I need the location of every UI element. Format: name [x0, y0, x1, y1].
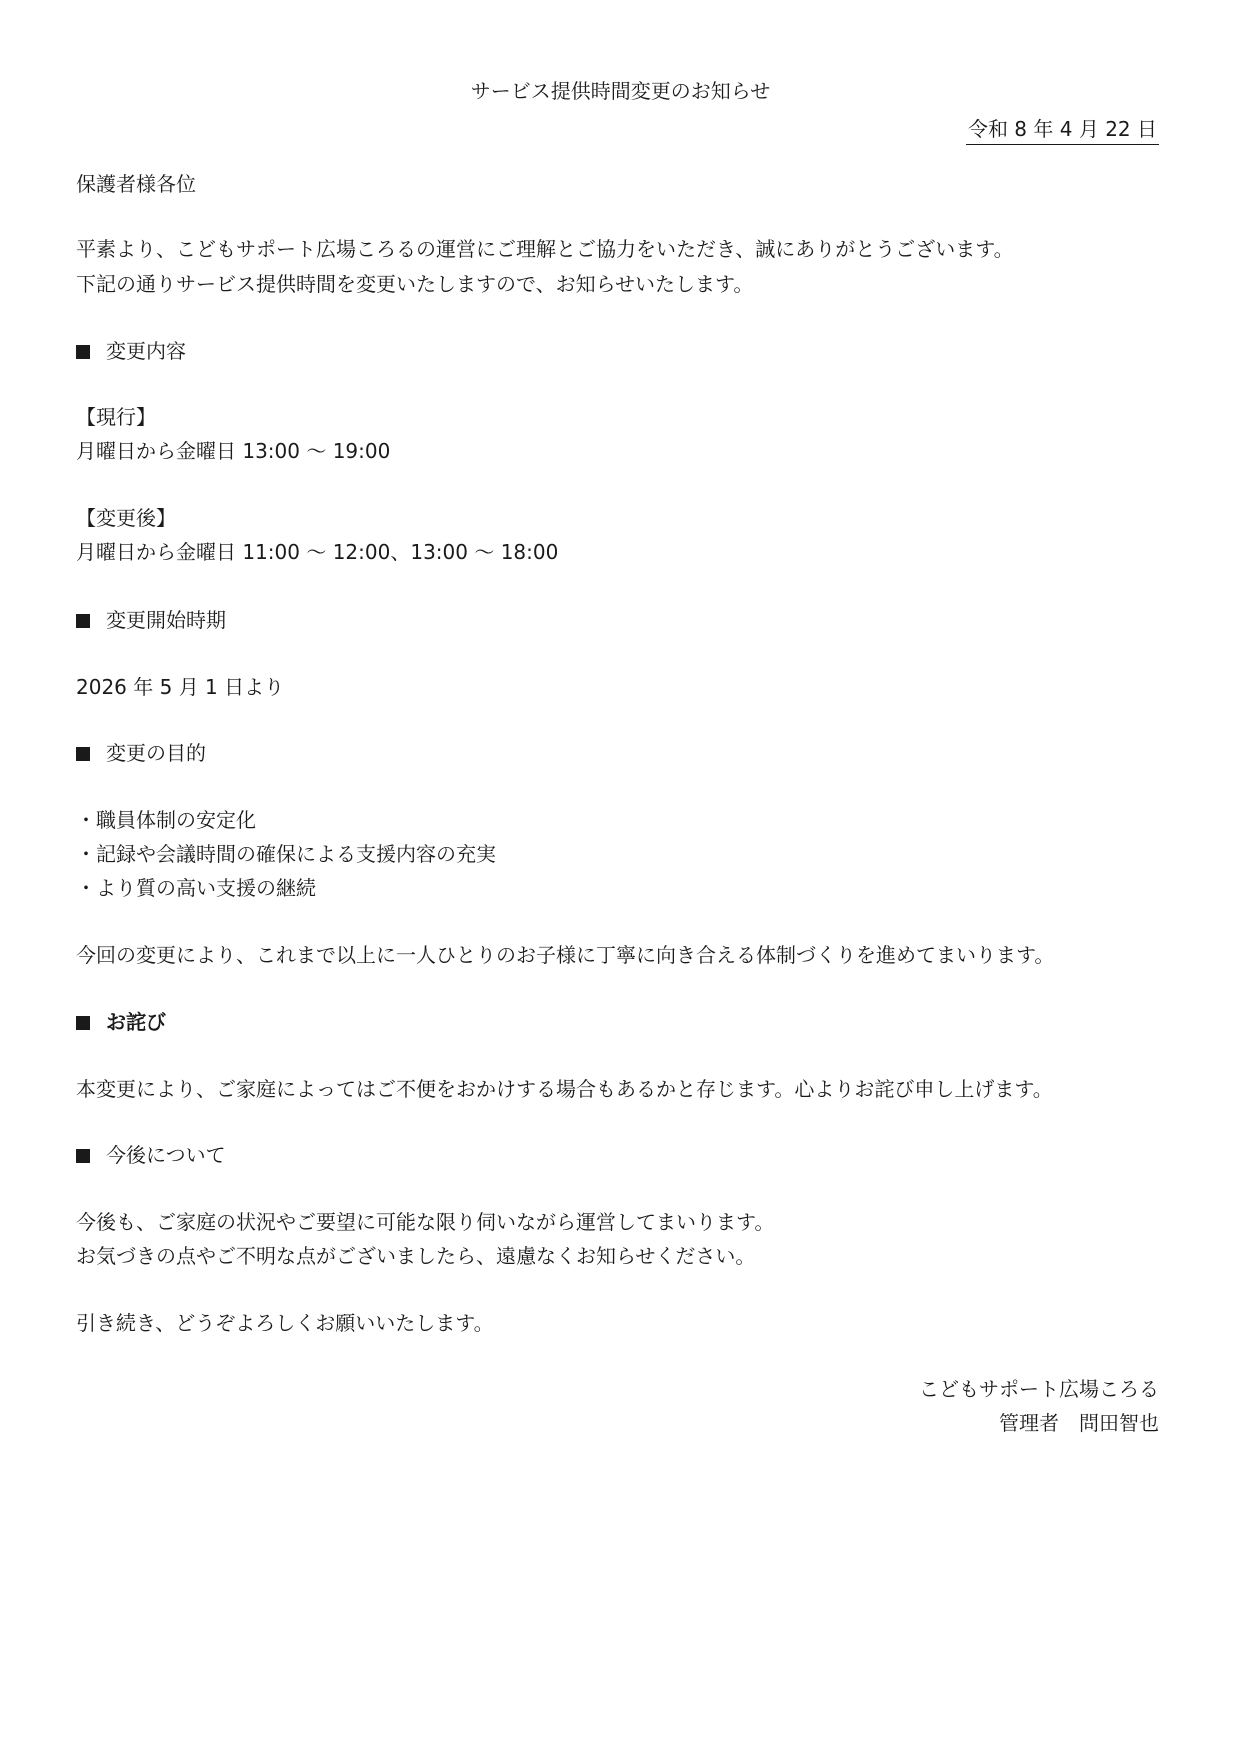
purpose-item: ・より質の高い支援の継続	[76, 876, 316, 900]
future-line-1: 今後も、ご家庭の状況やご要望に可能な限り伺いながら運営してまいります。	[76, 1210, 775, 1234]
section-heading-start	[76, 606, 226, 634]
new-label: 【変更後】	[76, 506, 176, 530]
section-heading-future	[76, 1141, 226, 1169]
section-heading-apology-label: お詫び	[106, 1010, 166, 1034]
new-hours: 月曜日から金曜日 11:00 ～ 12:00、13:00 ～ 18:00	[76, 540, 559, 564]
black-square-icon	[76, 1016, 90, 1030]
start-date: 2026 年 5 月 1 日より	[76, 675, 285, 699]
section-heading-change	[76, 337, 186, 365]
intro-line-1: 平素より、こどもサポート広場ころるの運営にご理解とご協力をいただき、誠にありがとうございます。	[76, 237, 1014, 261]
issue-date: 令和 8 年 4 月 22 日	[966, 115, 1159, 145]
section-heading-purpose-label: 変更の目的	[106, 741, 206, 765]
signature-organization: こどもサポート広場ころる	[919, 1377, 1159, 1401]
section-heading-future-label: 今後について	[106, 1143, 226, 1167]
apology-text: 本変更により、ご家庭によってはご不便をおかけする場合もあるかと存じます。心よりお詫び申し上げます。	[76, 1077, 1053, 1101]
document-title: サービス提供時間変更のお知らせ	[470, 79, 771, 103]
section-heading-start-label: 変更開始時期	[106, 608, 226, 632]
black-square-icon	[76, 614, 90, 628]
current-label: 【現行】	[76, 405, 156, 429]
section-heading-change-label: 変更内容	[106, 339, 186, 363]
black-square-icon	[76, 345, 90, 359]
purpose-item: ・記録や会議時間の確保による支援内容の充実	[76, 842, 496, 866]
section-heading-purpose	[76, 739, 206, 767]
closing-line: 引き続き、どうぞよろしくお願いいたします。	[76, 1311, 494, 1335]
purpose-item: ・職員体制の安定化	[76, 808, 256, 832]
black-square-icon	[76, 747, 90, 761]
purpose-closing: 今回の変更により、これまで以上に一人ひとりのお子様に丁寧に向き合える体制づくりを進めてまいります。	[76, 943, 1055, 967]
section-heading-apology	[76, 1008, 166, 1036]
future-line-2: お気づきの点やご不明な点がございましたら、遠慮なくお知らせください。	[76, 1244, 756, 1268]
intro-line-2: 下記の通りサービス提供時間を変更いたしますので、お知らせいたします。	[76, 272, 754, 296]
current-hours: 月曜日から金曜日 13:00 ～ 19:00	[76, 439, 391, 463]
signature-manager: 管理者 問田智也	[999, 1411, 1159, 1435]
addressee: 保護者様各位	[76, 172, 196, 196]
black-square-icon	[76, 1149, 90, 1163]
